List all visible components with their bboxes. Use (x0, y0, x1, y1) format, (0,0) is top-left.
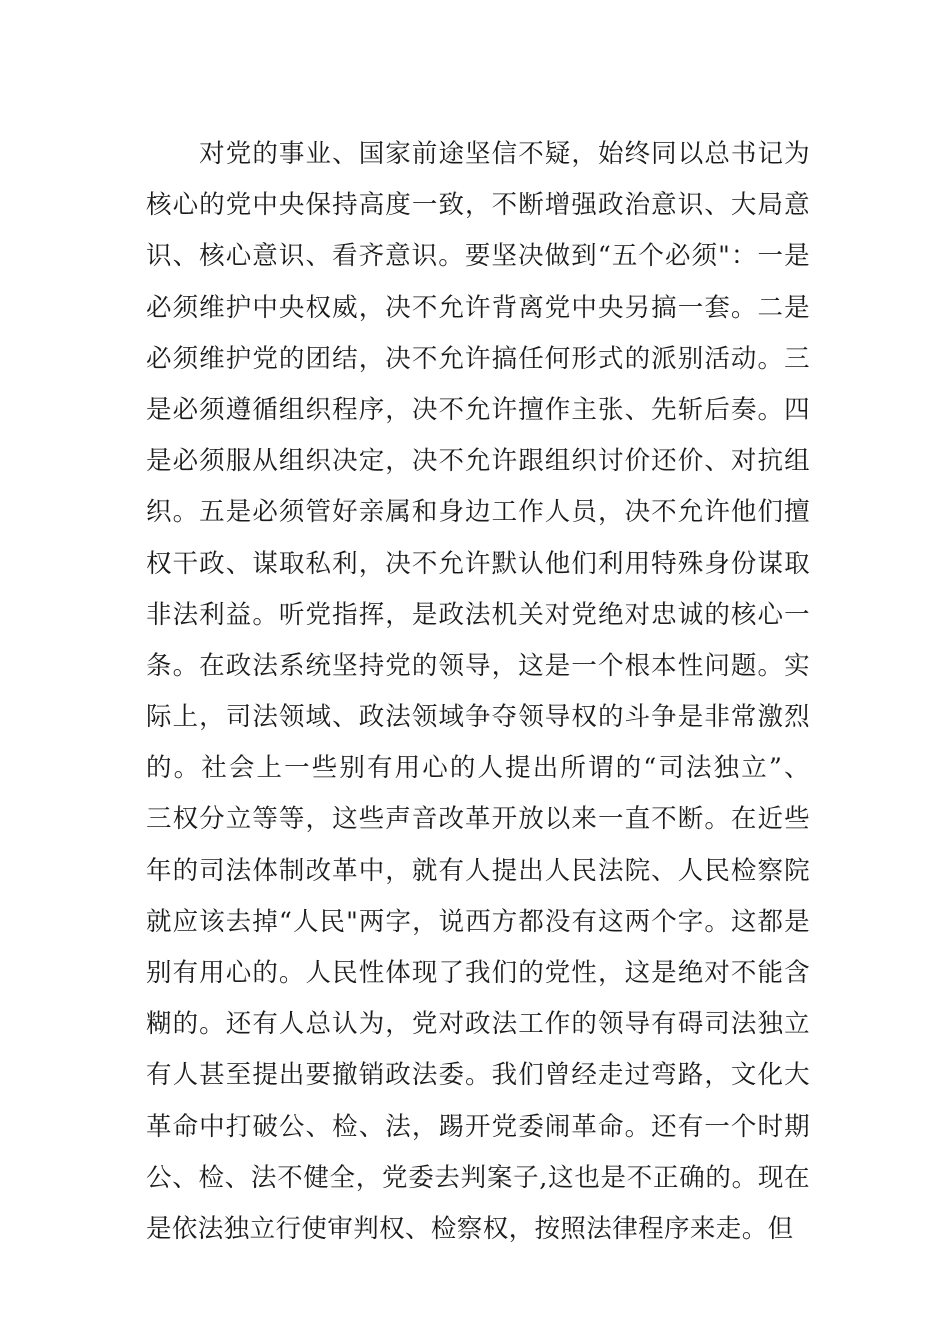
text-line: 的。社会上一些别有用心的人提出所谓的“司法独立”、 (146, 753, 810, 784)
text-line: 核心的党中央保持高度一致，不断增强政治意识、大局意 (146, 190, 810, 221)
text-line: 对党的事业、国家前途坚信不疑，始终同以总书记为 (146, 139, 810, 169)
text-line: 识、核心意识、看齐意识。要坚决做到“五个必须"：一是 (146, 241, 810, 272)
text-line: 公、检、法不健全，党委去判案子,这也是不正确的。现在 (146, 1162, 810, 1193)
text-line: 际上，司法领域、政法领域争夺领导权的斗争是非常激烈 (146, 702, 810, 733)
text-line: 是依法独立行使审判权、检察权，按照法律程序来走。但 (146, 1213, 794, 1244)
text-line: 是必须遵循组织程序，决不允许擅作主张、先斩后奏。四 (146, 394, 810, 425)
text-line: 必须维护党的团结，决不允许搞任何形式的派别活动。三 (146, 343, 810, 374)
body-paragraph (146, 129, 810, 1255)
text-line: 非法利益。听党指挥，是政法机关对党绝对忠诚的核心一 (146, 599, 810, 630)
text-line: 条。在政法系统坚持党的领导，这是一个根本性问题。实 (146, 650, 810, 681)
text-line: 织。五是必须管好亲属和身边工作人员，决不允许他们擅 (146, 497, 810, 528)
text-line: 是必须服从组织决定，决不允许跟组织讨价还价、对抗组 (146, 446, 810, 477)
text-line: 革命中打破公、检、法，踢开党委闹革命。还有一个时期 (146, 1111, 810, 1142)
text-line: 三权分立等等，这些声音改革开放以来一直不断。在近些 (146, 804, 810, 835)
text-line: 糊的。还有人总认为，党对政法工作的领导有碍司法独立 (146, 1009, 810, 1040)
text-line: 别有用心的。人民性体现了我们的党性，这是绝对不能含 (146, 958, 810, 988)
text-line: 必须维护中央权威，决不允许背离党中央另搞一套。二是 (146, 292, 810, 323)
text-line: 有人甚至提出要撤销政法委。我们曾经走过弯路，文化大 (146, 1060, 810, 1091)
text-line: 权干政、谋取私利，决不允许默认他们利用特殊身份谋取 (146, 548, 810, 579)
text-line: 年的司法体制改革中，就有人提出人民法院、人民检察院 (146, 855, 810, 886)
text-line: 就应该去掉“人民"两字，说西方都没有这两个字。这都是 (146, 906, 810, 937)
